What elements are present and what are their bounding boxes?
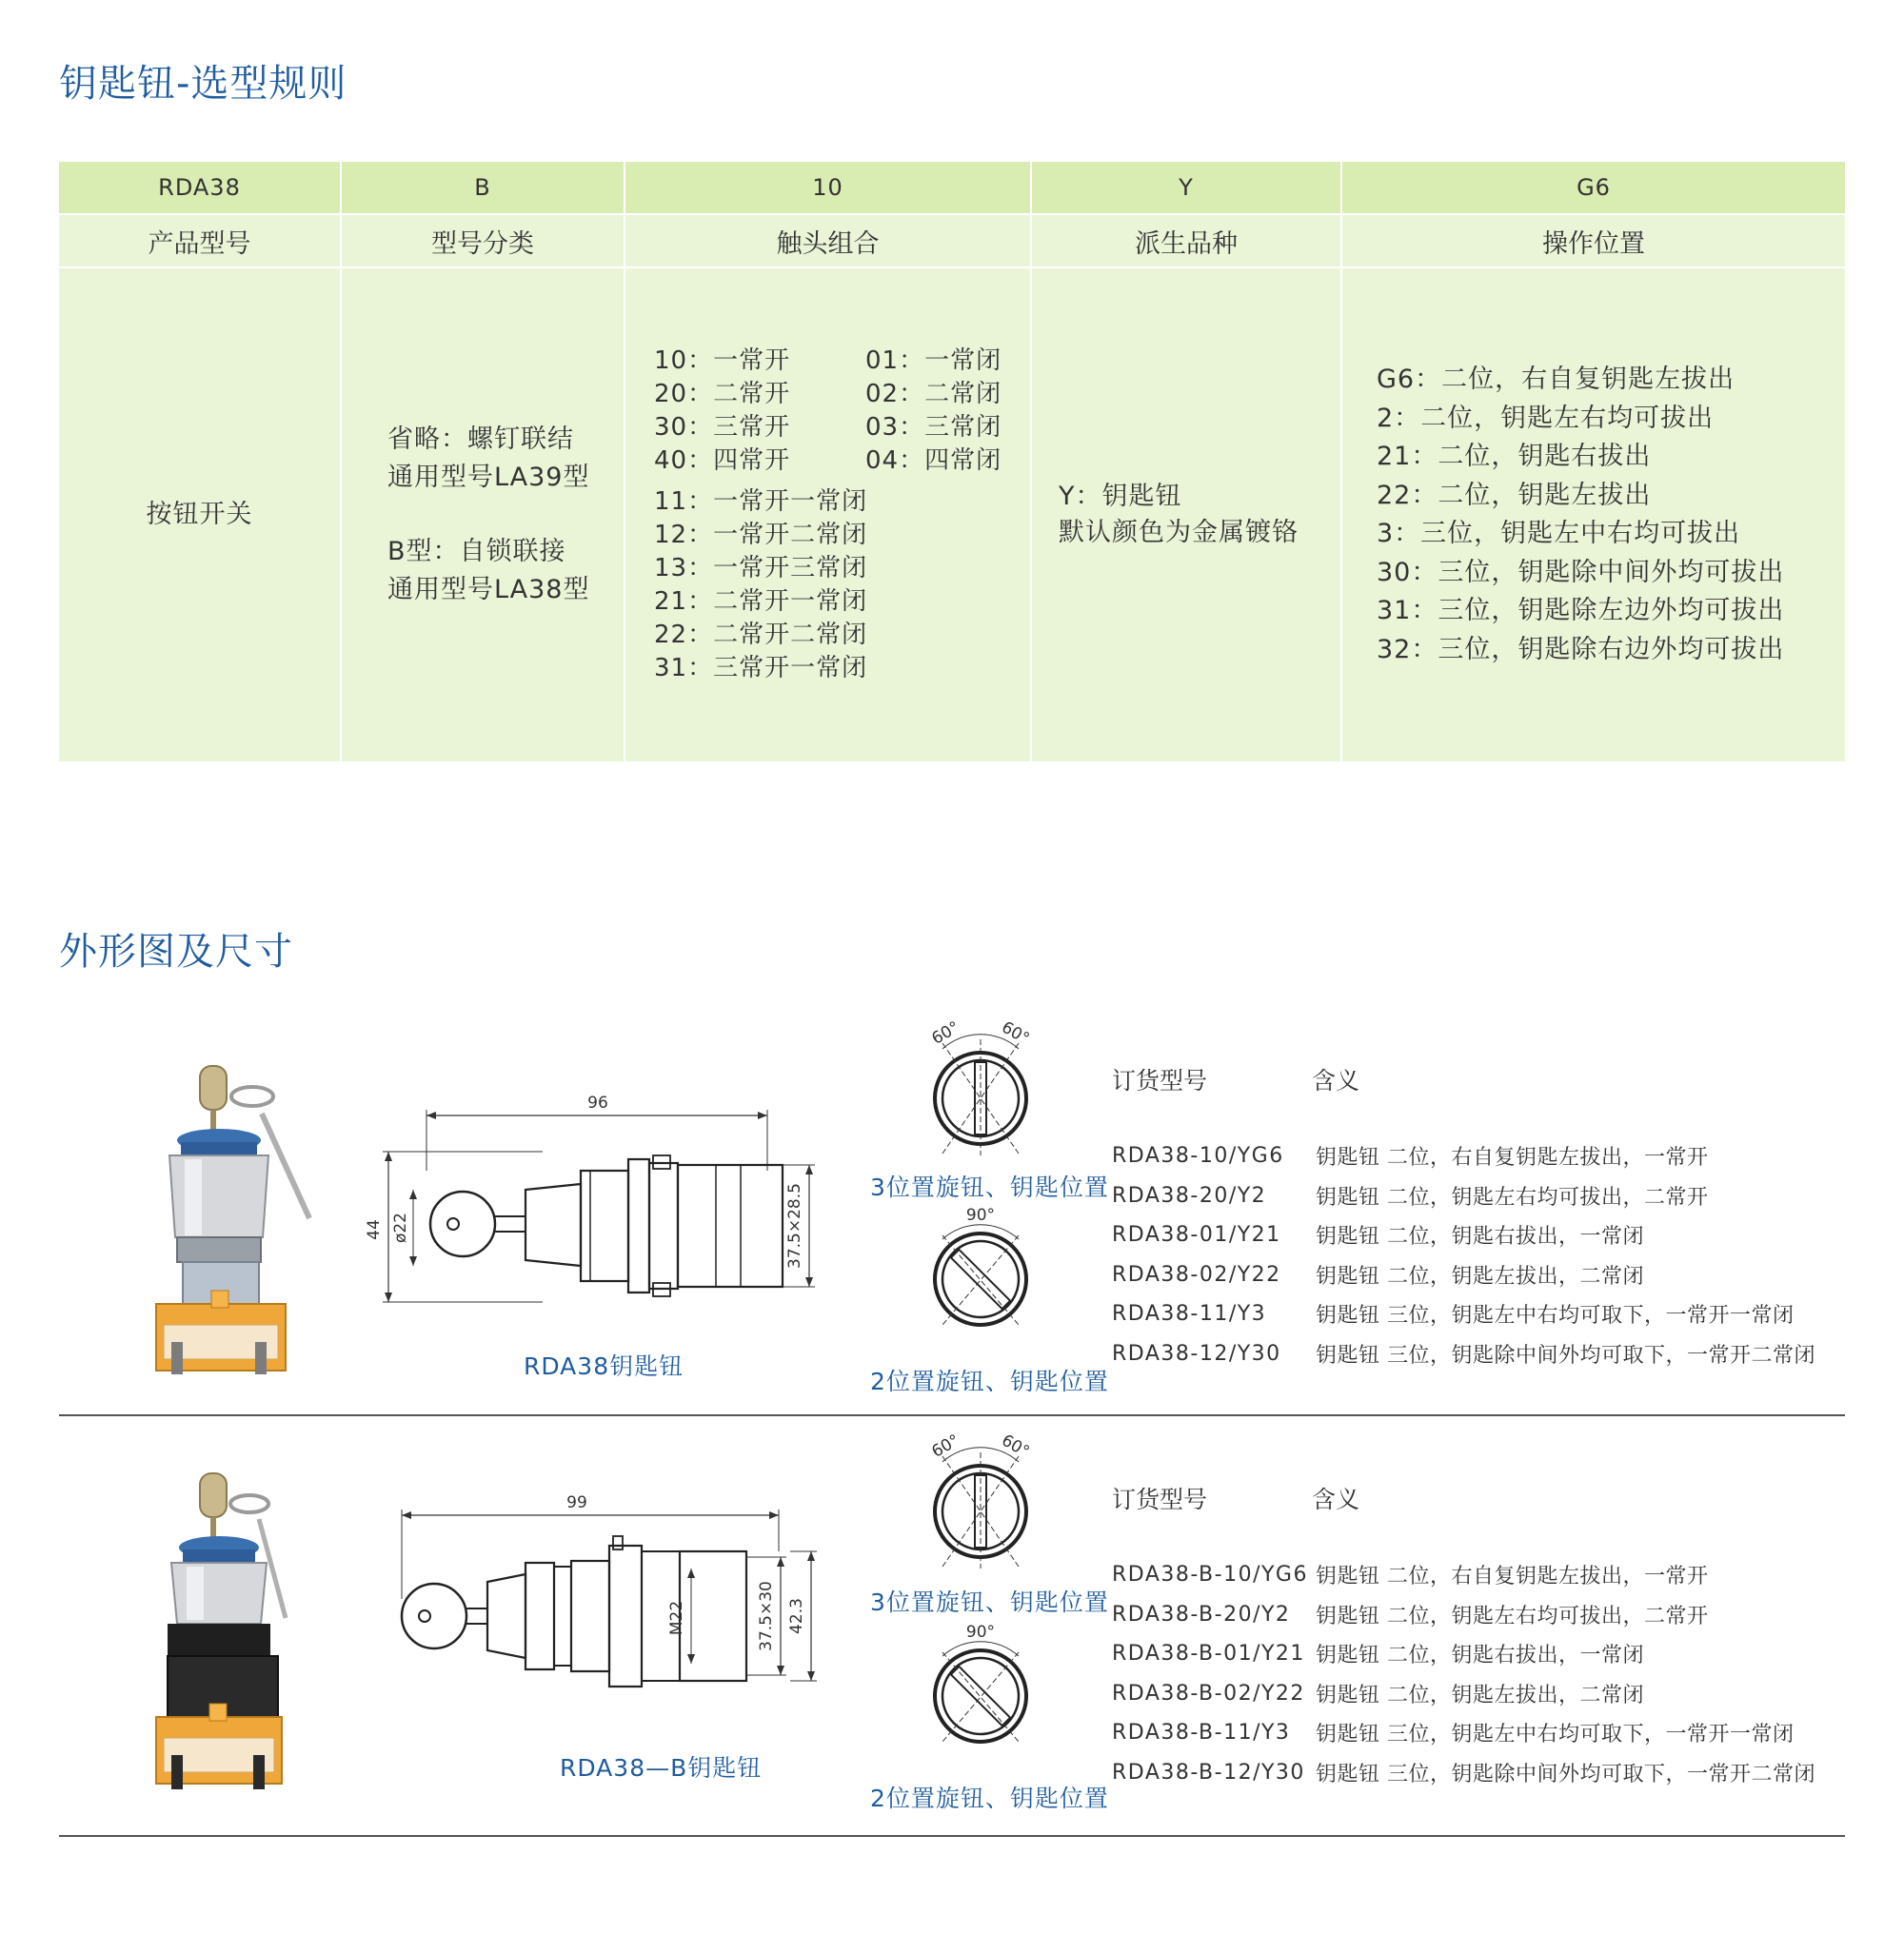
order-header-meaning: 含义 [1312,1486,1360,1513]
section-divider [59,1414,1845,1416]
operation-item: 22：二位，钥匙左拔出 [1377,480,1652,510]
column-operation [1342,162,1845,761]
selection-rules-title: 钥匙钮-选型规则 [59,62,347,106]
name-cell: 操作位置 [1342,215,1845,266]
type-class-text [387,421,590,609]
column-derivative [1032,162,1340,761]
derivative-line: 默认颜色为金属镀铬 [1059,518,1299,547]
dim-body: 37.5×30 [757,1581,776,1651]
dimension-drawing-rda38 [362,1085,819,1323]
order-meaning: 钥匙钮 三位，钥匙左中右均可取下，一常开一常闭 [1316,1723,1795,1747]
order-code: RDA38-10/YG6 [1112,1144,1284,1169]
order-meaning: 钥匙钮 二位，钥匙左右均可拔出，二常开 [1316,1604,1709,1628]
order-row [1112,1136,1815,1176]
product-text: 按钮开关 [146,500,253,530]
dim-diameter: ø22 [391,1212,410,1244]
order-code: RDA38-12/Y30 [1112,1341,1281,1366]
name-cell: 触头组合 [625,215,1030,266]
angle-right: 60° [998,1017,1033,1049]
two-position-diagram [914,1624,1047,1757]
dim-thread: M22 [667,1600,686,1636]
dim-height: 44 [365,1219,384,1240]
two-position-caption: 2位置旋钮、钥匙位置 [870,1368,1109,1395]
angle-two: 90° [965,1623,996,1642]
three-position-diagram [914,1431,1047,1572]
order-code: RDA38-B-11/Y3 [1112,1721,1291,1746]
order-code: RDA38-20/Y2 [1112,1183,1267,1208]
contacts-list [625,345,1077,685]
contact-item: 40：四常开 [654,446,791,475]
order-header [1112,1062,1815,1096]
order-meaning: 钥匙钮 二位，钥匙左右均可拔出，二常开 [1316,1185,1709,1210]
name-cell: 产品型号 [59,215,340,266]
model-caption-rda38-b: RDA38—B钥匙钮 [560,1754,763,1782]
operation-list [1342,361,1784,669]
code-cell: RDA38 [59,162,340,213]
three-position-caption: 3位置旋钮、钥匙位置 [870,1174,1109,1201]
three-position-caption: 3位置旋钮、钥匙位置 [870,1589,1109,1616]
type-line: 通用型号LA39型 [387,463,590,492]
order-meaning: 钥匙钮 三位，钥匙除中间外均可取下，一常开二常闭 [1316,1343,1815,1368]
order-code: RDA38-B-12/Y30 [1112,1760,1305,1785]
order-row [1112,1294,1815,1334]
two-position-caption: 2位置旋钮、钥匙位置 [870,1785,1109,1812]
column-product [59,162,340,761]
order-code: RDA38-B-01/Y21 [1112,1642,1305,1667]
product-photo-rda38 [143,1056,324,1380]
contact-item: 20：二常开 [654,380,791,408]
order-meaning: 钥匙钮 二位，右自复钥匙左拔出，一常开 [1316,1146,1709,1171]
order-code: RDA38-02/Y22 [1112,1262,1281,1287]
order-row [1112,1713,1815,1753]
type-line: B型：自锁联接 [387,537,566,566]
three-position-diagram [914,1017,1047,1159]
type-line: 省略：螺钉联结 [387,424,574,454]
type-line: 通用型号LA38型 [387,575,590,604]
contact-item: 02：二常闭 [865,380,1002,408]
order-code: RDA38-11/Y3 [1112,1302,1267,1327]
body-cell [625,268,1030,761]
order-meaning: 钥匙钮 二位，钥匙左拔出，二常闭 [1316,1264,1644,1289]
model-caption-rda38: RDA38钥匙钮 [524,1352,684,1380]
code-cell: B [342,162,624,213]
order-row [1112,1255,1815,1295]
derivative-text [1032,479,1299,551]
contact-item: 30：三常开 [654,413,791,442]
dimensions-title: 外形图及尺寸 [59,930,293,974]
order-meaning: 钥匙钮 三位，钥匙除中间外均可取下，一常开二常闭 [1316,1762,1815,1786]
operation-item: 30：三位，钥匙除中间外均可拔出 [1377,557,1785,587]
operation-item: 2：二位，钥匙左右均可拔出 [1377,403,1715,433]
order-meaning: 钥匙钮 二位，钥匙右拔出，一常闭 [1316,1225,1644,1250]
angle-left: 60° [928,1017,963,1049]
order-meaning: 钥匙钮 二位，右自复钥匙左拔出，一常开 [1316,1565,1709,1589]
order-meaning: 钥匙钮 二位，钥匙右拔出，一常闭 [1316,1644,1644,1668]
body-cell [1032,268,1340,761]
order-table-rda38 [1112,1062,1815,1373]
order-row [1112,1176,1815,1216]
order-header-code: 订货型号 [1112,1486,1208,1513]
order-code: RDA38-B-02/Y22 [1112,1681,1305,1706]
order-table-rda38-b [1112,1481,1815,1792]
contact-item: 10：一常开 [654,346,791,375]
order-code: RDA38-B-20/Y2 [1112,1602,1291,1627]
order-code: RDA38-01/Y21 [1112,1223,1281,1248]
angle-two: 90° [965,1206,996,1225]
body-cell [59,268,340,761]
contact-item: 21：二常开一常闭 [654,587,868,616]
order-meaning: 钥匙钮 二位，钥匙左拔出，二常闭 [1316,1683,1644,1707]
operation-item: 21：二位，钥匙右拔出 [1377,442,1652,471]
contact-item: 11：一常开一常闭 [654,487,868,516]
operation-item: 3：三位，钥匙左中右均可拔出 [1377,519,1741,548]
order-row [1112,1215,1815,1255]
selection-table [59,162,1845,761]
order-row [1112,1595,1815,1635]
order-meaning: 钥匙钮 三位，钥匙左中右均可取下，一常开一常闭 [1316,1304,1795,1329]
two-position-diagram [914,1207,1047,1340]
dim-length: 99 [566,1493,587,1512]
operation-item: G6：二位，右自复钥匙左拔出 [1377,365,1735,394]
body-cell [342,268,624,761]
order-row [1112,1334,1815,1374]
derivative-line: Y：钥匙钮 [1059,482,1182,511]
body-cell [1342,268,1845,761]
contact-item: 13：一常开三常闭 [654,554,868,582]
contact-item: 22：二常开二常闭 [654,621,868,649]
code-cell: G6 [1342,162,1845,213]
contact-item: 04：四常闭 [865,446,1002,475]
operation-item: 31：三位，钥匙除左边外均可拔出 [1377,596,1785,625]
section-divider [59,1835,1845,1837]
dimension-drawing-rda38-b [381,1485,838,1704]
product-photo-rda38-b [143,1466,324,1799]
code-cell: 10 [625,162,1030,213]
order-row [1112,1555,1815,1595]
dim-body: 37.5×28.5 [785,1183,804,1269]
column-contacts [625,162,1030,761]
code-cell: Y [1032,162,1340,213]
contact-item: 03：三常闭 [865,413,1002,442]
order-row [1112,1634,1815,1674]
operation-item: 32：三位，钥匙除右边外均可拔出 [1377,634,1785,664]
contact-item: 12：一常开二常闭 [654,521,868,549]
dim-length: 96 [587,1094,608,1113]
order-row [1112,1753,1815,1793]
order-header [1112,1481,1815,1515]
name-cell: 派生品种 [1032,215,1340,266]
dim-height: 42.3 [787,1598,806,1634]
order-code: RDA38-B-10/YG6 [1112,1563,1308,1588]
column-type [342,162,624,761]
name-cell: 型号分类 [342,215,624,266]
contact-item: 31：三常开一常闭 [654,654,868,682]
angle-right: 60° [998,1431,1033,1462]
order-row [1112,1674,1815,1714]
order-header-meaning: 含义 [1312,1067,1360,1095]
order-header-code: 订货型号 [1112,1067,1208,1095]
contact-item: 01：一常闭 [865,346,1002,375]
angle-left: 60° [928,1431,963,1462]
